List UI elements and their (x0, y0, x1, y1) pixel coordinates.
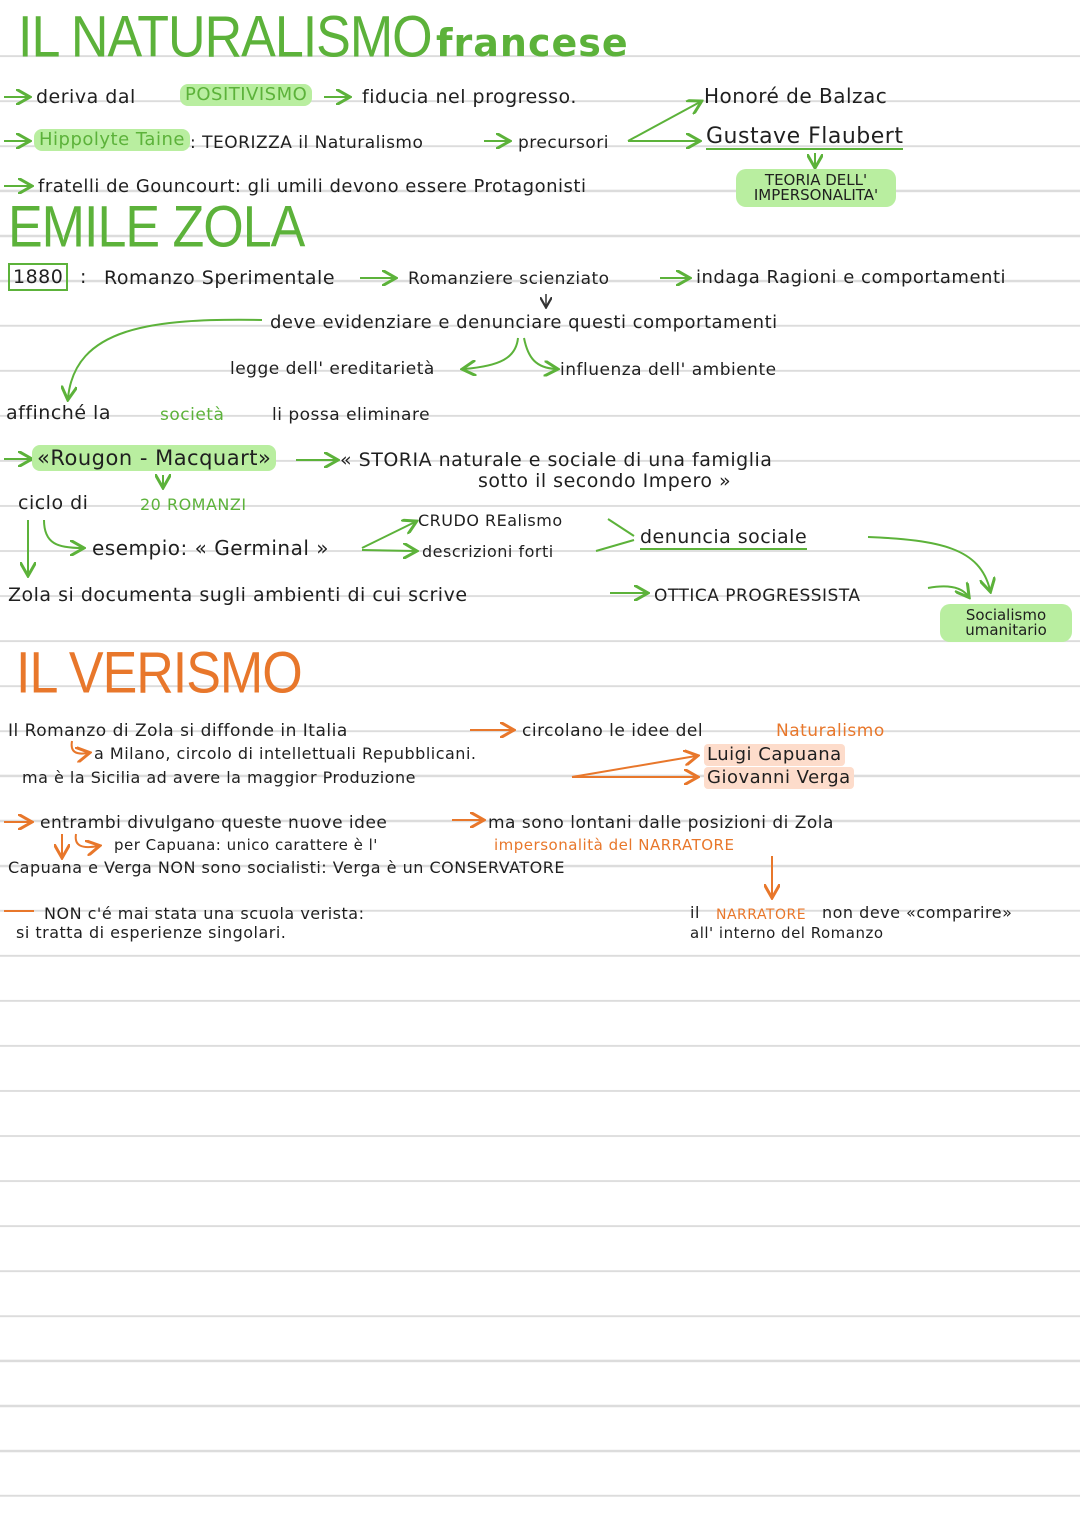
taine-highlight: Hippolyte Taine (34, 129, 190, 151)
romanzo-sperimentale-text: Romanzo Sperimentale (104, 267, 336, 289)
comparire-text: non deve «comparire» (822, 903, 1013, 922)
societa-text: società (160, 405, 225, 425)
colon-mark: : (80, 266, 87, 288)
balzac-label: Honoré de Balzac (704, 84, 888, 108)
venti-romanzi-text: 20 ROMANZI (140, 495, 247, 514)
esempio-germinal-text: esempio: « Germinal » (92, 536, 329, 560)
narratore-orange: NARRATORE (716, 907, 807, 923)
affinche-text: affinché la (6, 402, 111, 424)
lontani-text: ma sono lontani dalle posizioni di Zola (488, 813, 834, 833)
precursori-text: precursori (518, 133, 609, 153)
verga-label: Giovanni Verga (704, 767, 854, 789)
capuana-label: Luigi Capuana (704, 744, 845, 766)
indaga-text: indaga Ragioni e comportamenti (696, 267, 1006, 288)
gouncourt-text: fratelli de Gouncourt: gli umili devono essere Protagonisti (38, 176, 587, 197)
storia-line1: « STORIA naturale e sociale di una famiglia (340, 449, 773, 471)
denuncia-sociale-text: denuncia sociale (640, 526, 808, 548)
teorizza-text: : TEORIZZA il Naturalismo (190, 133, 424, 153)
rougon-macquart-highlight: «Rougon - Macquart» (32, 445, 276, 471)
verismo-title: IL VERISMO (16, 640, 302, 706)
francese-subtitle: francese (436, 21, 629, 65)
eliminare-text: li possa eliminare (272, 405, 431, 425)
descrizioni-text: descrizioni forti (422, 542, 554, 561)
naturalismo-title: IL NATURALISMO (18, 4, 432, 70)
scuola-verista-text: NON c'é mai stata una scuola verista: (44, 904, 365, 923)
per-capuana-text: per Capuana: unico carattere è l' (114, 836, 378, 854)
romanzo-interno-text: all' interno del Romanzo (690, 924, 884, 942)
entrambi-text: entrambi divulgano queste nuove idee (40, 813, 388, 833)
impersonalita-narratore-text: impersonalità del NARRATORE (494, 836, 735, 854)
storia-line2: sotto il secondo Impero » (478, 470, 732, 492)
flaubert-label: Gustave Flaubert (706, 124, 904, 149)
il-text: il (690, 903, 700, 922)
romanziere-text: Romanziere scienziato (408, 269, 610, 289)
crudo-realismo-text: CRUDO REalismo (418, 511, 563, 530)
ambiente-text: influenza dell' ambiente (560, 360, 777, 380)
milano-text: a Milano, circolo di intellettuali Repubblicani. (94, 744, 477, 763)
teoria-impersonalita-badge: TEORIA DELL' IMPERSONALITA' (736, 169, 896, 207)
socialismo-badge: Socialismo umanitario (940, 604, 1072, 642)
sicilia-text: ma è la Sicilia ad avere la maggior Produzione (22, 768, 416, 787)
ereditarieta-text: legge dell' ereditarietà (230, 359, 435, 379)
positivismo-highlight: POSITIVISMO (180, 84, 312, 106)
esperienze-text: si tratta di esperienze singolari. (16, 923, 287, 942)
deve-evidenziare-text: deve evidenziare e denunciare questi comportamenti (270, 312, 778, 333)
fiducia-text: fiducia nel progresso. (362, 86, 577, 108)
year-1880-box: 1880 (8, 263, 68, 291)
deriva-text: deriva dal (36, 86, 136, 108)
ciclo-text: ciclo di (18, 492, 89, 514)
romanzo-zola-text: Il Romanzo di Zola si diffonde in Italia (8, 721, 348, 741)
non-socialisti-text: Capuana e Verga NON sono socialisti: Verga è un CONSERVATORE (8, 858, 565, 877)
zola-documenta-text: Zola si documenta sugli ambienti di cui scrive (8, 584, 468, 606)
circolano-text: circolano le idee del (522, 721, 704, 741)
ottica-text: OTTICA PROGRESSISTA (654, 586, 861, 606)
naturalismo-orange: Naturalismo (776, 721, 885, 741)
zola-title: EMILE ZOLA (8, 194, 305, 260)
